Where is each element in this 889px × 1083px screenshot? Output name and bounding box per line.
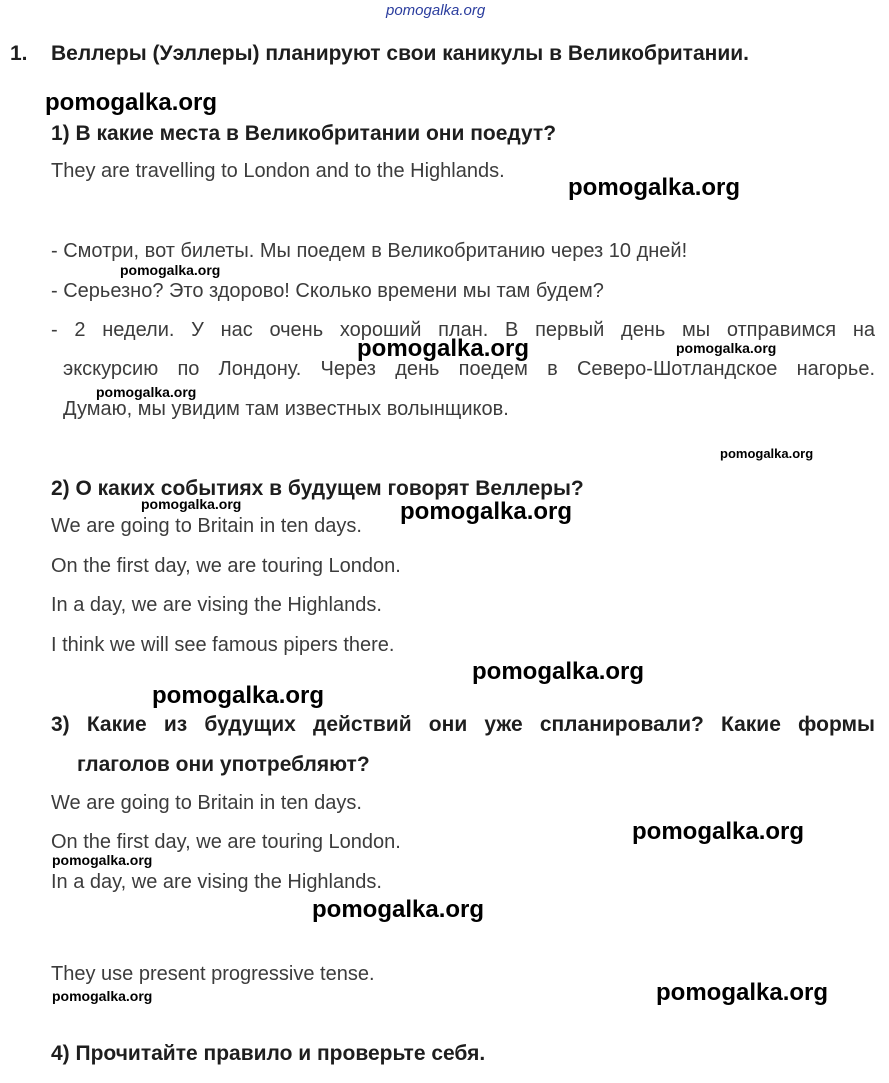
watermark: pomogalka.org <box>676 340 777 356</box>
dialog-line: - 2 недели. У нас очень хороший план. В первый день мы отправимся на <box>51 319 875 341</box>
watermark: pomogalka.org <box>52 852 153 868</box>
watermark: pomogalka.org <box>96 384 197 400</box>
task-title: Веллеры (Уэллеры) планируют свои каникулы в Великобритании. <box>51 42 749 65</box>
watermark: pomogalka.org <box>632 818 805 845</box>
watermark: pomogalka.org <box>656 979 829 1006</box>
dialog-line: - Смотри, вот билеты. Мы поедем в Великобританию через 10 дней! <box>51 240 688 262</box>
top-watermark: pomogalka.org <box>386 2 486 19</box>
answer-2-line: We are going to Britain in ten days. <box>51 515 362 537</box>
watermark: pomogalka.org <box>45 89 218 116</box>
watermark: pomogalka.org <box>357 335 530 362</box>
watermark: pomogalka.org <box>152 682 325 709</box>
dialog-line: экскурсию по Лондону. Через день поедем в Северо-Шотландское нагорье. <box>63 358 875 380</box>
dialog-line: - Серьезно? Это здорово! Сколько времени мы там будем? <box>51 280 604 302</box>
answer-3-line: We are going to Britain in ten days. <box>51 792 362 814</box>
answer-3-line: In a day, we are vising the Highlands. <box>51 871 382 893</box>
dialog-line: Думаю, мы увидим там известных волынщиков. <box>63 398 509 420</box>
answer-2-line: On the first day, we are touring London. <box>51 555 401 577</box>
answer-3-conclusion: They use present progressive tense. <box>51 963 375 985</box>
question-3-line2: глаголов они употребляют? <box>77 753 370 776</box>
watermark: pomogalka.org <box>720 446 814 461</box>
answer-3-line: On the first day, we are touring London. <box>51 831 401 853</box>
watermark: pomogalka.org <box>312 896 485 923</box>
question-2: 2) О каких событиях в будущем говорят Веллеры? <box>51 477 584 500</box>
watermark: pomogalka.org <box>120 262 221 278</box>
question-3-line1: 3) Какие из будущих действий они уже спланировали? Какие формы <box>51 713 875 736</box>
watermark: pomogalka.org <box>472 658 645 685</box>
answer-2-line: I think we will see famous pipers there. <box>51 634 395 656</box>
answer-1: They are travelling to London and to the Highlands. <box>51 160 505 182</box>
question-4: 4) Прочитайте правило и проверьте себя. <box>51 1042 486 1065</box>
answer-2-line: In a day, we are vising the Highlands. <box>51 594 382 616</box>
watermark: pomogalka.org <box>52 988 153 1004</box>
watermark: pomogalka.org <box>568 174 741 201</box>
question-1: 1) В какие места в Великобритании они поедут? <box>51 122 557 145</box>
watermark: pomogalka.org <box>400 498 573 525</box>
task-number: 1. <box>10 42 28 65</box>
watermark: pomogalka.org <box>141 496 242 512</box>
